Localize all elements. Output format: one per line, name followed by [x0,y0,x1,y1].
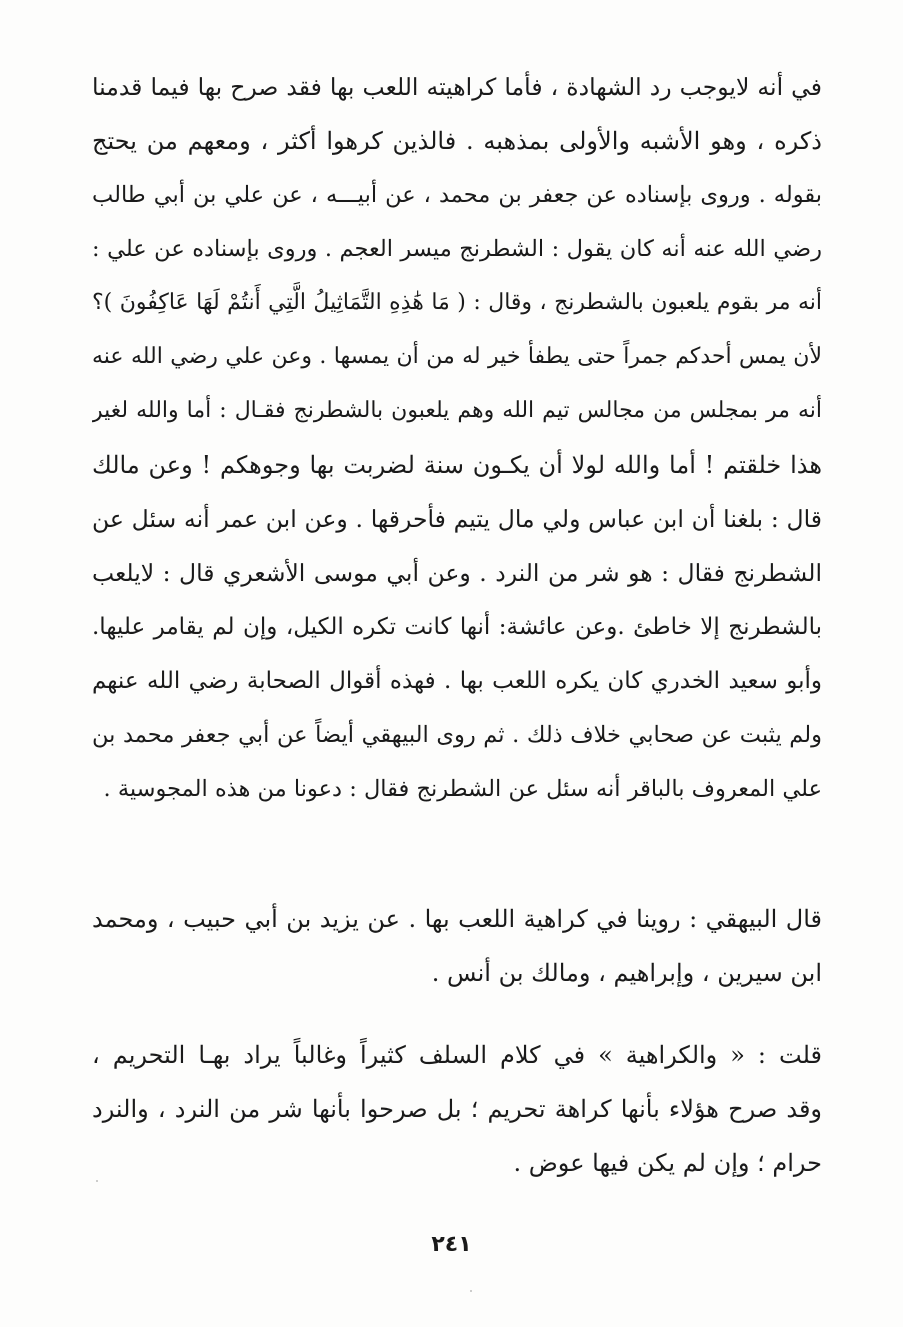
text-line: بقوله . وروى بإسناده عن جعفر بن محمد ، عن أبيـــه ، عن علي بن أبي طالب [92,182,822,208]
text-line: حرام ؛ وإن لم يكن فيها عوض . [513,1149,822,1177]
paragraph-3 [92,1028,822,1190]
text-line: قال البيهقي : روينا في كراهية اللعب بها . عن يزيد بن أبي حبيب ، ومحمد [92,905,822,933]
scan-speck [470,1290,472,1292]
quran-verse-line: أنه مر بقوم يلعبون بالشطرنج ، وقال : ( مَا هَٰذِهِ التَّمَاثِيلُ الَّتِي أَنتُمْ لَهَا عَاكِفُونَ )؟ [92,290,822,315]
text-line: لأن يمس أحدكم جمراً حتى يطفأ خير له من أن يمسها . وعن علي رضي الله عنه [92,344,822,369]
text-line: وقد صرح هؤلاء بأنها كراهة تحريم ؛ بل صرحوا بأنها شر من النرد ، والنرد [92,1095,822,1123]
text-line: علي المعروف بالباقر أنه سئل عن الشطرنج فقال : دعونا من هذه المجوسية . [103,776,822,802]
text-line: في أنه لايوجب رد الشهادة ، فأما كراهيته اللعب بها فقد صرح بها فيما قدمنا [92,73,822,101]
text-line: هذا خلقتم ! أما والله لولا أن يكـون سنة لضربت بها وجوهكم ! وعن مالك [92,451,822,479]
page-number: ٢٤١ [431,1232,472,1257]
text-line: وأبو سعيد الخدري كان يكره اللعب بها . فهذه أقوال الصحابة رضي الله عنهم [92,668,822,694]
text-line: قلت : « والكراهية » في كلام السلف كثيراً وغالباً يراد بهـا التحريم ، [92,1041,822,1069]
text-line: ابن سيرين ، وإبراهيم ، ومالك بن أنس . [431,959,822,987]
text-line: ذكره ، وهو الأشبه والأولى بمذهبه . فالذين كرهوا أكثر ، ومعهم من يحتج [92,127,822,155]
paragraph-1 [92,60,822,816]
scan-speck [96,1180,98,1182]
text-line: قال : بلغنا أن ابن عباس ولي مال يتيم فأحرقها . وعن ابن عمر أنه سئل عن [92,505,822,533]
text-line: رضي الله عنه أنه كان يقول : الشطرنج ميسر العجم . وروى بإسناده عن علي : [92,236,822,262]
text-line: بالشطرنج إلا خاطئ .وعن عائشة: أنها كانت تكره الكيل، وإن لم يقامر عليها. [92,614,822,640]
text-line: أنه مر بمجلس من مجالس تيم الله وهم يلعبون بالشطرنج فقـال : أما والله لغير [92,398,822,423]
paragraph-2 [92,892,822,1000]
text-line: الشطرنج فقال : هو شر من النرد . وعن أبي موسى الأشعري قال : لايلعب [92,559,822,587]
text-line: ولم يثبت عن صحابي خلاف ذلك . ثم روى البيهقي أيضاً عن أبي جعفر محمد بن [92,722,822,748]
